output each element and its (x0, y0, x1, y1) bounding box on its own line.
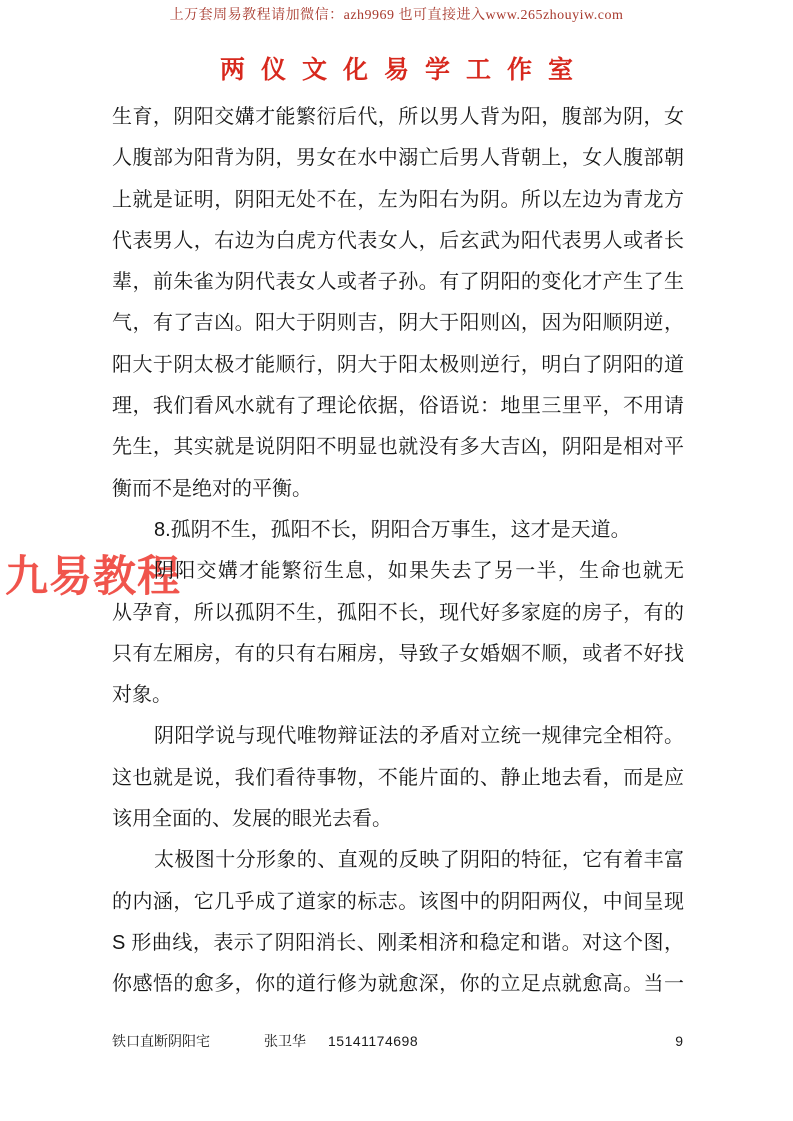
text-line: 该用全面的、发展的眼光去看。 (112, 808, 392, 831)
text-line: 从孕育，所以孤阴不生，孤阳不长，现代好多家庭的房子，有的 (112, 601, 684, 624)
text-line: 阳大于阴太极才能顺行，阴大于阳太极则逆行，明白了阴阳的道 (112, 353, 684, 376)
text-line: 人腹部为阳背为阴，男女在水中溺亡后男人背朝上，女人腹部朝 (112, 147, 684, 170)
text-line: 上就是证明，阴阳无处不在，左为阳右为阴。所以左边为青龙方 (112, 188, 684, 211)
text-line: 这也就是说，我们看待事物，不能片面的、静止地去看，而是应 (112, 766, 684, 789)
text-line: 只有左厢房，有的只有右厢房，导致子女婚姻不顺，或者不好找 (112, 642, 684, 665)
watermark-text: 九易教程 (5, 553, 181, 601)
text-line: 衡而不是绝对的平衡。 (112, 477, 312, 500)
promo-header-text: 上万套周易教程请加微信：azh9969 也可直接进入www.265zhouyiw.com (169, 8, 624, 23)
text-line: S 形曲线，表示了阴阳消长、刚柔相济和稳定和谐。对这个图， (112, 931, 684, 954)
text-line: 的内涵，它几乎成了道家的标志。该图中的阴阳两仪，中间呈现 (112, 890, 684, 913)
text-line: 气，有了吉凶。阳大于阴则吉，阴大于阳则凶，因为阳顺阴逆， (112, 312, 684, 335)
text-line: 8.孤阴不生，孤阳不长，阴阳合万事生，这才是天道。 (154, 518, 631, 541)
text-line: 阴阳学说与现代唯物辩证法的矛盾对立统一规律完全相符。 (154, 725, 684, 748)
footer-author: 张卫华 (264, 1033, 306, 1049)
footer-page-number: 9 (675, 1033, 683, 1049)
text-line: 太极图十分形象的、直观的反映了阴阳的特征，它有着丰富 (154, 849, 684, 872)
text-line: 对象。 (112, 684, 172, 707)
text-line: 阴阳交媾才能繁衍生息，如果失去了另一半，生命也就无 (154, 560, 684, 583)
footer-phone: 15141174698 (328, 1033, 419, 1049)
text-line: 生育，阴阳交媾才能繁衍后代，所以男人背为阳，腹部为阴，女 (112, 106, 684, 128)
page-title: 两仪文化易学工作室 (219, 56, 589, 84)
text-line: 你感悟的愈多，你的道行修为就愈深，你的立足点就愈高。当一 (112, 973, 684, 996)
footer-book-title: 铁口直断阴阳宅 (112, 1033, 210, 1049)
text-line: 理，我们看风水就有了理论依据，俗语说：地里三里平，不用请 (112, 395, 684, 418)
page-footer (112, 1031, 683, 1051)
text-line: 辈，前朱雀为阴代表女人或者子孙。有了阴阳的变化才产生了生 (112, 271, 684, 294)
text-line: 先生，其实就是说阴阳不明显也就没有多大吉凶，阴阳是相对平 (112, 436, 684, 459)
body-text (112, 97, 684, 1006)
text-line: 代表男人，右边为白虎方代表女人，后玄武为阳代表男人或者长 (112, 229, 684, 252)
